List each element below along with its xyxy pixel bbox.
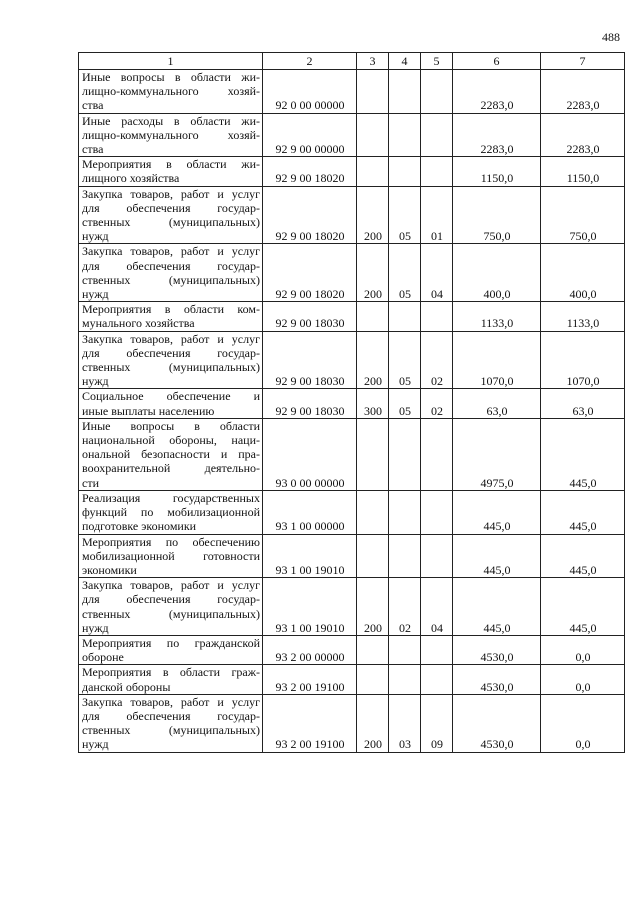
row-col4-cell: [389, 113, 421, 157]
row-name-line: ственных (муниципальных): [82, 272, 260, 287]
row-col6-amount: 750,0: [453, 186, 541, 244]
row-col5-cell: 09: [421, 694, 453, 752]
row-name-line: экономики: [82, 562, 137, 577]
table-row: [79, 244, 625, 302]
table-row: [79, 302, 625, 331]
row-code-cell: 92 9 00 18030: [263, 331, 357, 389]
row-col5-cell: [421, 665, 453, 694]
row-code-cell: 93 2 00 00000: [263, 635, 357, 664]
row-name-line: ственных (муниципальных): [82, 215, 260, 230]
row-code-cell: 92 9 00 18020: [263, 186, 357, 244]
row-name-line: Закупка товаров, работ и услуг: [82, 244, 260, 259]
row-col6-amount: 445,0: [453, 534, 541, 578]
row-col6-amount: 4530,0: [453, 694, 541, 752]
row-name-line: для обеспечения государ-: [82, 345, 260, 360]
table-row: [79, 389, 625, 418]
table-row: [79, 490, 625, 534]
row-name-line: Социальное обеспечение и: [82, 389, 260, 404]
row-col6-amount: 4975,0: [453, 418, 541, 490]
row-col4-cell: [389, 490, 421, 534]
row-col5-cell: 01: [421, 186, 453, 244]
header-col-2: 2: [263, 53, 357, 70]
budget-table: [78, 52, 625, 753]
row-name-line: данской обороны: [82, 679, 171, 694]
table-row: [79, 694, 625, 752]
row-name-line: для обеспечения государ-: [82, 592, 260, 607]
row-col6-amount: 1070,0: [453, 331, 541, 389]
row-col7-amount: 445,0: [541, 578, 625, 636]
row-col7-amount: 750,0: [541, 186, 625, 244]
header-col-1: 1: [79, 53, 263, 70]
row-col3-cell: 200: [357, 578, 389, 636]
row-col5-cell: 02: [421, 331, 453, 389]
row-col3-cell: [357, 157, 389, 186]
row-col7-amount: 445,0: [541, 534, 625, 578]
row-name-cell: [79, 70, 263, 114]
row-name-line: Мероприятия в области граж-: [82, 665, 260, 680]
row-name-line: лищного хозяйства: [82, 171, 180, 186]
row-code-cell: 92 9 00 18030: [263, 302, 357, 331]
row-col4-cell: 05: [389, 244, 421, 302]
row-name-line: нужд: [82, 737, 109, 752]
row-col3-cell: 200: [357, 694, 389, 752]
row-col7-amount: 1133,0: [541, 302, 625, 331]
row-col7-amount: 1070,0: [541, 331, 625, 389]
row-name-line: Мероприятия в области ком-: [82, 302, 260, 317]
row-code-cell: 92 9 00 18020: [263, 244, 357, 302]
row-col7-amount: 0,0: [541, 635, 625, 664]
row-name-line: Закупка товаров, работ и услуг: [82, 331, 260, 346]
row-name-line: ства: [82, 98, 104, 113]
row-code-cell: 93 1 00 19010: [263, 578, 357, 636]
row-col4-cell: 05: [389, 186, 421, 244]
row-name-line: Иные расходы в области жи-: [82, 113, 260, 128]
row-col4-cell: [389, 70, 421, 114]
table-row: [79, 70, 625, 114]
row-name-cell: [79, 534, 263, 578]
header-col-7: 7: [541, 53, 625, 70]
table-row: [79, 635, 625, 664]
row-col4-cell: 05: [389, 331, 421, 389]
row-col5-cell: 04: [421, 244, 453, 302]
row-name-line: для обеспечения государ-: [82, 200, 260, 215]
table-body: [79, 70, 625, 753]
row-col4-cell: [389, 302, 421, 331]
row-name-line: нужд: [82, 287, 109, 302]
row-col6-amount: 1150,0: [453, 157, 541, 186]
row-col6-amount: 63,0: [453, 389, 541, 418]
row-col5-cell: 02: [421, 389, 453, 418]
row-name-line: мунального хозяйства: [82, 316, 195, 331]
row-col6-amount: 2283,0: [453, 70, 541, 114]
row-col5-cell: 04: [421, 578, 453, 636]
row-col7-amount: 445,0: [541, 490, 625, 534]
row-col7-amount: 0,0: [541, 665, 625, 694]
row-name-line: мобилизационной готовности: [82, 548, 260, 563]
row-col3-cell: [357, 113, 389, 157]
row-col3-cell: [357, 534, 389, 578]
row-name-line: Мероприятия по гражданской: [82, 635, 260, 650]
row-name-cell: [79, 578, 263, 636]
row-name-line: ства: [82, 142, 104, 157]
header-col-6: 6: [453, 53, 541, 70]
row-col4-cell: 03: [389, 694, 421, 752]
row-col3-cell: 200: [357, 331, 389, 389]
row-name-line: воохранительной деятельно-: [82, 461, 260, 476]
row-name-line: иные выплаты населению: [82, 403, 215, 418]
row-col5-cell: [421, 113, 453, 157]
row-name-cell: [79, 418, 263, 490]
row-col7-amount: 445,0: [541, 418, 625, 490]
row-col5-cell: [421, 635, 453, 664]
row-name-line: Закупка товаров, работ и услуг: [82, 186, 260, 201]
row-code-cell: 93 0 00 00000: [263, 418, 357, 490]
row-col4-cell: 05: [389, 389, 421, 418]
row-name-line: ональной безопасности и пра-: [82, 447, 260, 462]
row-name-line: обороне: [82, 650, 124, 665]
row-col4-cell: [389, 665, 421, 694]
row-col3-cell: [357, 418, 389, 490]
row-col5-cell: [421, 302, 453, 331]
row-code-cell: 93 1 00 00000: [263, 490, 357, 534]
row-name-line: сти: [82, 475, 99, 490]
row-name-line: ственных (муниципальных): [82, 606, 260, 621]
row-col3-cell: [357, 70, 389, 114]
row-name-cell: [79, 490, 263, 534]
row-code-cell: 93 2 00 19100: [263, 694, 357, 752]
row-name-cell: [79, 113, 263, 157]
table-row: [79, 186, 625, 244]
row-name-line: нужд: [82, 620, 109, 635]
row-col5-cell: [421, 534, 453, 578]
row-col7-amount: 400,0: [541, 244, 625, 302]
row-col6-amount: 4530,0: [453, 665, 541, 694]
row-name-cell: [79, 157, 263, 186]
row-name-cell: [79, 331, 263, 389]
row-col6-amount: 1133,0: [453, 302, 541, 331]
row-col5-cell: [421, 418, 453, 490]
row-name-line: ственных (муниципальных): [82, 723, 260, 738]
row-code-cell: 92 0 00 00000: [263, 70, 357, 114]
table-row: [79, 157, 625, 186]
row-col3-cell: 200: [357, 186, 389, 244]
row-name-line: функций по мобилизационной: [82, 505, 260, 520]
table-row: [79, 534, 625, 578]
header-row: [79, 53, 625, 70]
row-col4-cell: 02: [389, 578, 421, 636]
row-col6-amount: 4530,0: [453, 635, 541, 664]
row-col7-amount: 0,0: [541, 694, 625, 752]
row-name-line: ственных (муниципальных): [82, 360, 260, 375]
header-col-5: 5: [421, 53, 453, 70]
row-code-cell: 93 2 00 19100: [263, 665, 357, 694]
row-name-line: национальной обороны, наци-: [82, 433, 260, 448]
table-row: [79, 331, 625, 389]
row-name-line: Реализация государственных: [82, 490, 260, 505]
row-col3-cell: 300: [357, 389, 389, 418]
table-row: [79, 113, 625, 157]
row-code-cell: 93 1 00 19010: [263, 534, 357, 578]
row-name-line: нужд: [82, 229, 109, 244]
row-col5-cell: [421, 70, 453, 114]
row-name-line: Закупка товаров, работ и услуг: [82, 694, 260, 709]
row-col7-amount: 63,0: [541, 389, 625, 418]
row-name-line: Закупка товаров, работ и услуг: [82, 578, 260, 593]
row-name-line: для обеспечения государ-: [82, 258, 260, 273]
row-col3-cell: [357, 665, 389, 694]
row-name-line: подготовке экономики: [82, 519, 197, 534]
row-code-cell: 92 9 00 00000: [263, 113, 357, 157]
row-name-line: Иные вопросы в области жи-: [82, 70, 260, 84]
row-name-line: нужд: [82, 374, 109, 389]
header-col-3: 3: [357, 53, 389, 70]
row-code-cell: 92 9 00 18020: [263, 157, 357, 186]
row-col4-cell: [389, 635, 421, 664]
row-col7-amount: 1150,0: [541, 157, 625, 186]
row-col6-amount: 2283,0: [453, 113, 541, 157]
table-row: [79, 665, 625, 694]
row-col7-amount: 2283,0: [541, 113, 625, 157]
row-col5-cell: [421, 157, 453, 186]
row-col6-amount: 445,0: [453, 578, 541, 636]
row-name-line: лищно-коммунального хозяй-: [82, 84, 260, 99]
row-name-cell: [79, 635, 263, 664]
row-col3-cell: 200: [357, 244, 389, 302]
row-col7-amount: 2283,0: [541, 70, 625, 114]
row-col6-amount: 445,0: [453, 490, 541, 534]
row-name-line: Мероприятия по обеспечению: [82, 534, 260, 549]
row-name-cell: [79, 186, 263, 244]
row-col4-cell: [389, 418, 421, 490]
table-row: [79, 578, 625, 636]
row-col6-amount: 400,0: [453, 244, 541, 302]
row-col3-cell: [357, 635, 389, 664]
table-row: [79, 418, 625, 490]
row-name-cell: [79, 389, 263, 418]
row-col4-cell: [389, 534, 421, 578]
row-name-cell: [79, 244, 263, 302]
row-name-line: Иные вопросы в области: [82, 418, 260, 433]
row-name-cell: [79, 302, 263, 331]
header-col-4: 4: [389, 53, 421, 70]
row-name-line: для обеспечения государ-: [82, 708, 260, 723]
page-number: 488: [602, 30, 620, 44]
row-col4-cell: [389, 157, 421, 186]
row-name-cell: [79, 694, 263, 752]
row-name-line: Мероприятия в области жи-: [82, 157, 260, 172]
row-name-line: лищно-коммунального хозяй-: [82, 127, 260, 142]
row-col5-cell: [421, 490, 453, 534]
row-name-cell: [79, 665, 263, 694]
row-code-cell: 92 9 00 18030: [263, 389, 357, 418]
row-col3-cell: [357, 490, 389, 534]
row-col3-cell: [357, 302, 389, 331]
